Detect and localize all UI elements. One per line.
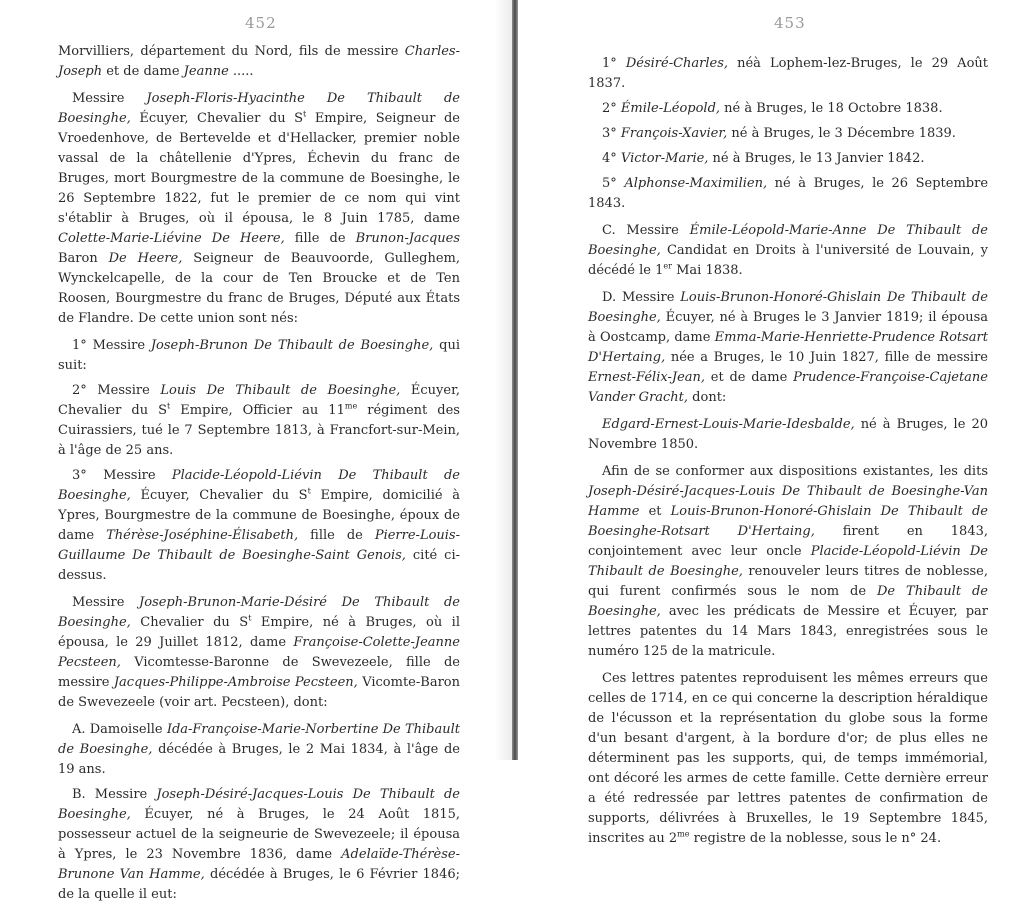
left-page [0,0,512,902]
entry-edgard [588,415,988,455]
right-page-text [588,54,988,856]
text-segment: Écuyer, Chevalier du S [130,111,304,126]
text-segment: registre de la noblesse, sous le n° 24. [689,831,942,846]
text-segment: né à Bruges, le 20 Novembre 1850. [588,417,988,452]
text-segment: Chevalier du S [130,615,249,630]
text-segment: Vicomte-Baron de Swevezeele (voir art. Pecsteen), dont: [58,675,460,710]
superscript: t [307,486,311,496]
italic-text: Joseph-Floris-Hyacinthe De Thibault de Boesinghe, [58,91,460,126]
text-segment: dont: [688,390,727,405]
superscript: er [663,261,672,271]
text-segment: C. Messire [602,223,690,238]
child-2 [588,99,988,119]
text-segment: Empire, domicilié à Ypres, Bourgmestre de la commune de Boesinghe, époux de dame [58,488,460,543]
text-segment: 2° Messire [72,383,161,398]
text-segment: 3° Messire [72,468,172,483]
italic-text: Louis De Thibault de Boesinghe, [160,383,401,398]
child-5 [588,174,988,214]
text-segment: né à Bruges, le 13 Janvier 1842. [708,151,925,166]
superscript: me [344,401,358,411]
italic-text: Ida-Françoise-Marie-Norbertine De Thibault de Boesinghe, [58,722,460,757]
children-list [588,54,988,214]
list-item-3 [58,466,460,586]
text-segment: firent en 1843, conjointement avec leur oncle [588,524,988,559]
entry-d [588,288,988,408]
text-segment: B. Messire [72,787,157,802]
italic-text: Brunon-Jacques [355,231,461,246]
text-segment: 3° [602,126,621,141]
text-segment: Seigneur de Beauvoorde, Gulleghem, Wynckelcapelle, de la cour de Ten Broucke et de Ten Roosen, Bourgmestre du franc de Bruges, Député aux États de Flandre. De cette union sont nés: [58,251,460,326]
paragraph-ces-lettres [588,669,988,849]
text-segment: décédée à Bruges, le 2 Mai 1834, à l'âge de 19 ans. [58,742,460,777]
entry-c [588,221,988,281]
italic-text: Émile-Léopold-Marie-Anne De Thibault de Boesinghe, [588,223,988,258]
page-number-right: 453 [774,14,806,32]
text-segment: Écuyer, Chevalier du S [130,488,308,503]
text-segment: 4° [602,151,621,166]
text-segment: fille de [284,231,356,246]
italic-text: Placide-Léopold-Liévin De Thibault de Boesinghe, [588,544,988,579]
italic-text: Françoise-Colette-Jeanne Pecsteen, [58,635,460,670]
text-segment: Écuyer, Chevalier du S [58,383,460,418]
text-segment: décédée à Bruges, le 6 Février 1846; de la quelle il eut: [58,867,461,902]
italic-text: Thérèse-Joséphine-Élisabeth, [106,528,299,543]
paragraph-afin [588,462,988,662]
text-segment: cité ci-dessus. [58,548,461,583]
left-page-text [58,42,460,912]
superscript: me [677,829,690,839]
superscript: t [303,109,307,119]
text-segment: Candidat en Droits à l'université de Louvain, y décédé le 1 [588,243,988,278]
italic-text: De Heere, [108,251,183,266]
italic-text: Désiré-Charles, [625,56,729,71]
italic-text: François-Xavier, [620,126,728,141]
italic-text: Joseph-Brunon-Marie-Désiré De Thibault de Boesinghe, [58,595,460,630]
superscript: t [248,613,252,623]
italic-text: Jeanne [183,64,229,79]
italic-text: Alphonse-Maximilien, [624,176,768,191]
italic-text: Charles-Joseph [58,44,460,79]
text-segment: avec les prédicats de Messire et Écuyer, par lettres patentes du 14 Mars 1843, enregistrées sous le numéro 125 de la matricule. [588,604,988,659]
italic-text: Joseph-Désiré-Jacques-Louis De Thibault de Boesinghe, [58,787,460,822]
italic-text: Émile-Léopold, [620,101,721,116]
italic-text: Placide-Léopold-Liévin De Thibault de Boesinghe, [58,468,461,503]
italic-text: Prudence-Françoise-Cajetane Vander Gracht, [588,370,988,405]
text-segment: Messire [72,91,147,106]
text-segment: A. Damoiselle [72,722,167,737]
text-segment: Messire [72,595,140,610]
text-segment: 1° [602,56,626,71]
text-segment: née a Bruges, le 10 Juin 1827, fille de messire [665,350,988,365]
text-segment: fille de [298,528,375,543]
page-number-left: 452 [245,14,277,32]
italic-text: Emma-Marie-Henriette-Prudence Rotsart D'Hertaing, [588,330,989,365]
text-segment: renouveler leurs titres de noblesse, qui furent confirmés sous le nom de [588,564,988,599]
text-segment: né à Bruges, le 26 Septembre 1843. [588,176,989,211]
child-1 [588,54,988,94]
text-segment: D. Messire [602,290,681,305]
entry-b [58,785,460,905]
right-page [518,0,1024,846]
list-item-1 [58,336,460,376]
text-segment: Empire, Seigneur de Vroedenhove, de Bertevelde et d'Hellacker, premier noble vassal de la châtellenie d'Ypres, Échevin du franc de Bruges, mort Bourgmestre de la commune de Boesinghe, le 26 Septembre 1822, fut le premier de ce nom qui vint s'établir à Bruges, où il épousa, le 8 Juin 1785, dame [58,111,461,226]
text-segment: ..... [228,64,254,79]
italic-text: Louis-Brunon-Honoré-Ghislain De Thibault de Boesinghe-Rotsart D'Hertaing, [588,504,988,539]
paragraph-joseph-floris [58,89,460,329]
text-segment: Morvilliers, département du Nord, fils de messire [58,44,405,59]
text-segment: né à Bruges, le 18 Octobre 1838. [720,101,943,116]
italic-text: Joseph-Désiré-Jacques-Louis De Thibault de Boesinghe-Van Hamme [588,484,988,519]
list-item-2 [58,381,460,461]
text-segment: Écuyer, né à Bruges le 3 Janvier 1819; il épousa à Oostcamp, dame [588,310,988,345]
italic-text: Colette-Marie-Liévine De Heere, [58,231,285,246]
text-segment: Afin de se conformer aux dispositions existantes, les dits [602,464,988,479]
text-segment: 1° Messire [72,338,151,353]
italic-text: Jacques-Philippe-Ambroise Pecsteen, [113,675,358,690]
text-segment: Ces lettres patentes reproduisent les mêmes erreurs que celles de 1714, en ce qui concerne la description héraldique de l'écusson et la représentation du globe sous la forme d'un besant d'argent, à la bordure d'or; de plus elles ne déterminent pas les supports, qui, de temps immémorial, ont décoré les armes de cette famille. Cette dernière erreur a été redressée par lettres patentes de confirmation de supports, délivrées à Bruxelles, le 19 Septembre 1845, inscrites au 2 [588,671,988,846]
italic-text: Adelaïde-Thérèse-Brunone Van Hamme, [58,847,460,882]
text-segment: régiment des Cuirassiers, tué le 7 Septembre 1813, à Francfort-sur-Mein, à l'âge de 25 ans. [58,403,460,458]
text-segment: né à Bruges, le 3 Décembre 1839. [727,126,956,141]
entry-a [58,720,460,780]
italic-text: Louis-Brunon-Honoré-Ghislain De Thibault de Boesinghe, [588,290,988,325]
text-segment: Empire, Officier au 11 [170,403,345,418]
text-segment: Vicomtesse-Baronne de Swevezeele, fille de messire [58,655,460,690]
text-segment: Mai 1838. [671,263,743,278]
italic-text: Ernest-Félix-Jean, [588,370,706,385]
italic-text: Joseph-Brunon De Thibault de Boesinghe, [150,338,434,353]
text-segment: Baron [58,251,109,266]
paragraph-intro [58,42,460,82]
child-4 [588,149,988,169]
text-segment: 5° [602,176,625,191]
text-segment: et de dame [102,64,184,79]
paragraph-joseph-brunon [58,593,460,713]
italic-text: Edgard-Ernest-Louis-Marie-Idesbalde, [602,417,855,432]
text-segment: et [639,504,671,519]
text-segment: qui suit: [58,338,461,373]
text-segment: Écuyer, né à Bruges, le 24 Août 1815, possesseur actuel de la seigneurie de Swevezeele; il épousa à Ypres, le 23 Novembre 1836, dame [58,807,460,862]
text-segment: Empire, né à Bruges, où il épousa, le 29 Juillet 1812, dame [58,615,460,650]
child-3 [588,124,988,144]
superscript: t [167,401,171,411]
italic-text: Pierre-Louis-Guillaume De Thibault de Boesinghe-Saint Genois, [58,528,460,563]
text-segment: et de dame [705,370,794,385]
italic-text: Victor-Marie, [620,151,709,166]
text-segment: 2° [602,101,621,116]
italic-text: De Thibault de Boesinghe, [588,584,988,619]
text-segment: néà Lophem-lez-Bruges, le 29 Août 1837. [588,56,988,91]
